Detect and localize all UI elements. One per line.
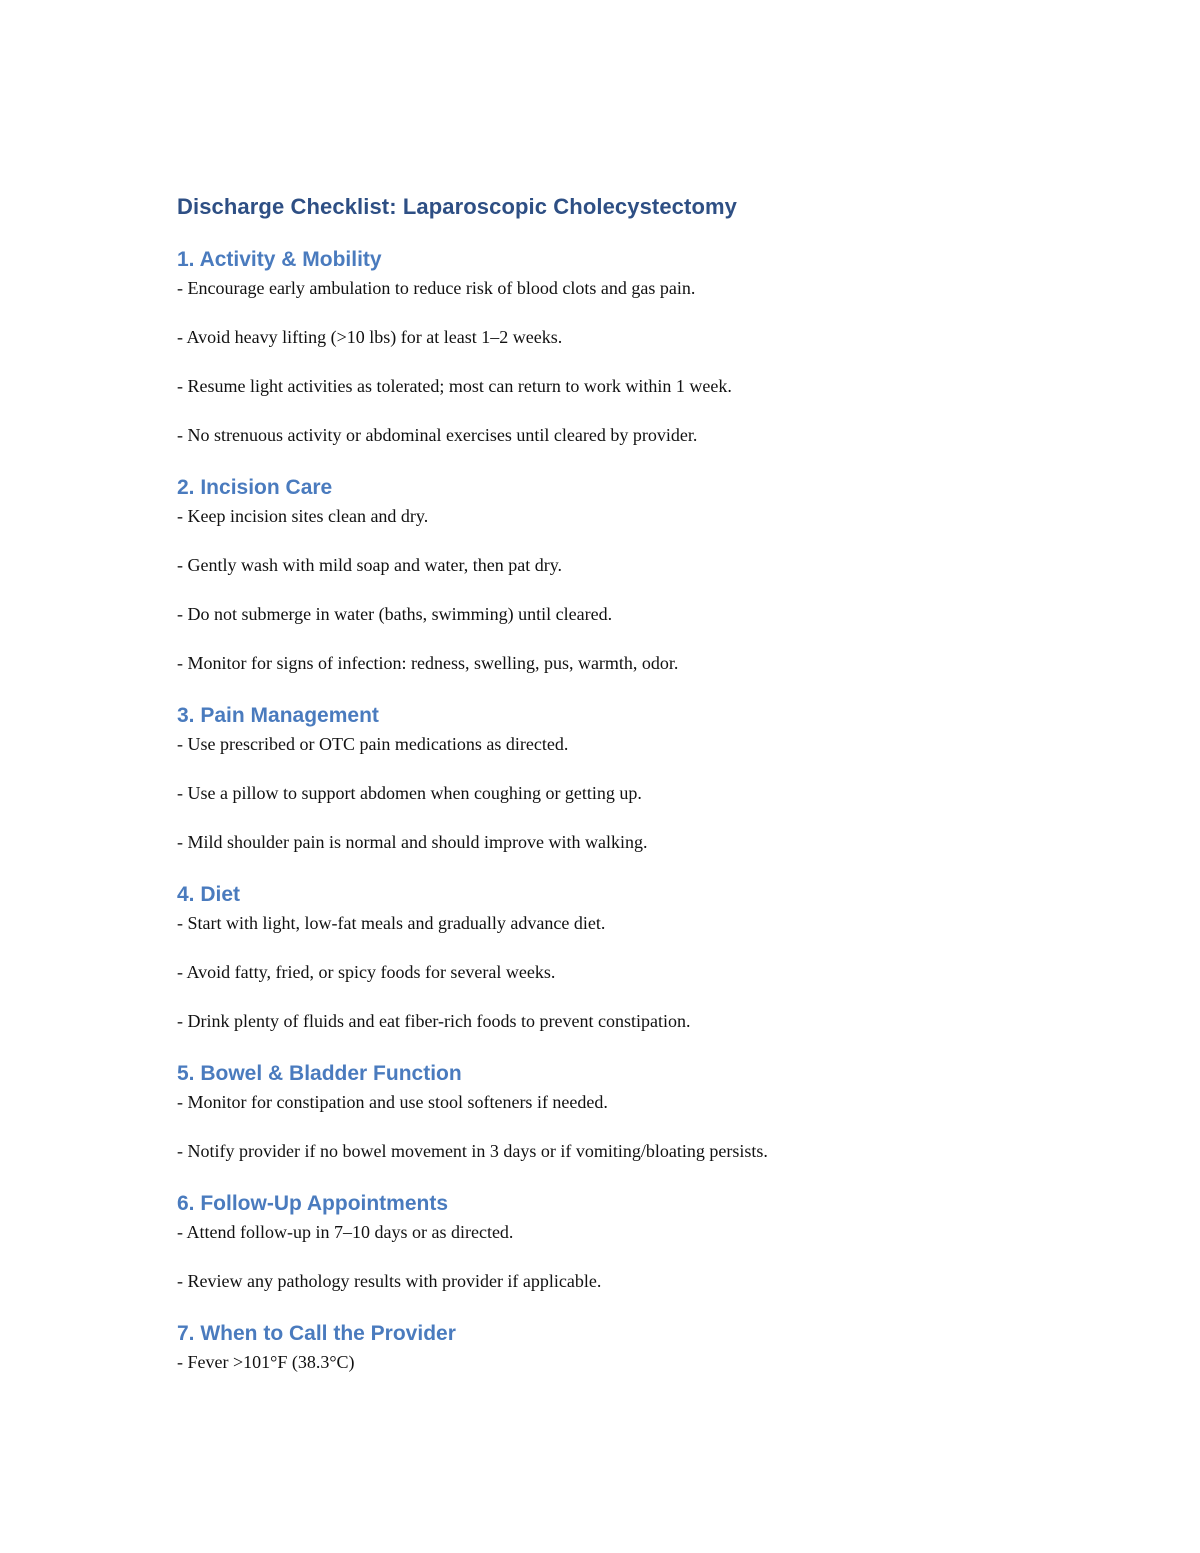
section-heading: 1. Activity & Mobility [177,248,382,271]
document-title: Discharge Checklist: Laparoscopic Cholecystectomy [177,194,737,219]
section-follow-up [177,1189,1037,1292]
section-heading: 4. Diet [177,883,241,906]
list-item: - Avoid fatty, fried, or spicy foods for several weeks. [177,962,556,982]
list-item: - Encourage early ambulation to reduce risk of blood clots and gas pain. [177,278,696,298]
section-when-to-call [177,1319,1037,1373]
list-item: - Review any pathology results with provider if applicable. [177,1271,602,1291]
title-spacer [177,223,1037,245]
section-heading: 5. Bowel & Bladder Function [177,1062,462,1085]
list-item: - Do not submerge in water (baths, swimming) until cleared. [177,604,613,624]
list-item: - Resume light activities as tolerated; most can return to work within 1 week. [177,376,732,396]
list-item: - Start with light, low-fat meals and gradually advance diet. [177,913,606,933]
section-heading: 7. When to Call the Provider [177,1322,456,1345]
list-item: - Attend follow-up in 7–10 days or as directed. [177,1222,514,1242]
list-item: - Keep incision sites clean and dry. [177,506,429,526]
section-incision-care [177,473,1037,674]
list-item: - Avoid heavy lifting (>10 lbs) for at least 1–2 weeks. [177,327,563,347]
list-item: - Notify provider if no bowel movement in 3 days or if vomiting/bloating persists. [177,1141,768,1161]
list-item: - Mild shoulder pain is normal and should improve with walking. [177,832,648,852]
list-item: - Gently wash with mild soap and water, then pat dry. [177,555,563,575]
section-diet [177,880,1037,1032]
list-item: - Monitor for signs of infection: redness, swelling, pus, warmth, odor. [177,653,679,673]
section-activity-mobility [177,245,1037,446]
section-heading: 2. Incision Care [177,476,333,499]
list-item: - Monitor for constipation and use stool softeners if needed. [177,1092,608,1112]
list-item: - Use prescribed or OTC pain medications as directed. [177,734,569,754]
list-item: - No strenuous activity or abdominal exercises until cleared by provider. [177,425,698,445]
section-heading: 6. Follow-Up Appointments [177,1192,449,1215]
section-heading: 3. Pain Management [177,704,379,727]
section-bowel-bladder [177,1059,1037,1162]
list-item: - Drink plenty of fluids and eat fiber-rich foods to prevent constipation. [177,1011,691,1031]
document-content [177,190,1037,1373]
list-item: - Fever >101°F (38.3°C) [177,1352,355,1372]
section-pain-management [177,701,1037,853]
list-item: - Use a pillow to support abdomen when coughing or getting up. [177,783,642,803]
